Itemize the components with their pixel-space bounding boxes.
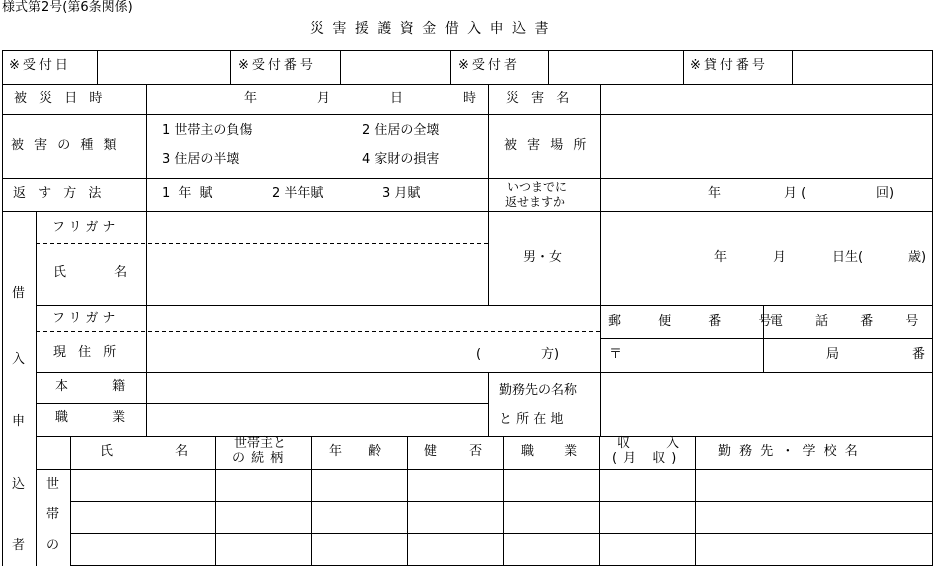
- address-furigana-field[interactable]: [147, 306, 600, 331]
- applicant-name-field[interactable]: [147, 244, 488, 305]
- damage-type-label: 被 害 の 種 類: [11, 138, 120, 153]
- household-row-2[interactable]: [71, 502, 932, 533]
- workplace-label-line2: と 所 在 地: [499, 412, 564, 427]
- postal-mark: 〒: [609, 347, 623, 362]
- household-side-char-2: 帯: [46, 507, 60, 522]
- disaster-hour-unit: 時: [463, 91, 477, 106]
- disaster-month-unit: 月: [317, 91, 331, 106]
- household-side-char-3: の: [46, 538, 60, 553]
- household-row-1[interactable]: [71, 470, 932, 501]
- receipt-number-field[interactable]: [341, 51, 450, 84]
- damage-place-label: 被 害 場 所: [504, 138, 590, 153]
- applicant-side-char-3: 申: [12, 414, 26, 429]
- damage-option-injury[interactable]: 1 世帯主の負傷: [162, 123, 253, 138]
- household-col-job: 職 業: [521, 444, 578, 459]
- postal-code-label: 郵 便 番 号: [608, 314, 772, 329]
- household-col-name: 氏 名: [100, 444, 189, 459]
- current-address-label: 現 住 所: [53, 345, 121, 360]
- damage-option-half-destruction[interactable]: 3 住居の半壊: [162, 152, 240, 167]
- occupation-label: 職 業: [55, 410, 126, 425]
- name-furigana-label: フリガナ: [52, 220, 120, 235]
- damage-place-field[interactable]: [601, 115, 932, 178]
- applicant-side-char-4: 込: [12, 477, 26, 492]
- repayment-until-month-unit: 月 (: [784, 186, 807, 201]
- receiver-field[interactable]: [549, 51, 683, 84]
- household-col-income-line1: 収 入: [617, 436, 680, 451]
- household-side-char-1: 世: [46, 477, 60, 492]
- form-title: 災 害 援 護 資 金 借 入 申 込 書: [310, 21, 551, 37]
- repayment-option-yearly[interactable]: 1 年 賦: [162, 186, 215, 201]
- receiver-label: ※受付者: [458, 58, 520, 73]
- household-col-age: 年 齢: [329, 444, 382, 459]
- applicant-side-char-2: 入: [12, 352, 26, 367]
- phone-exchange-unit: 局: [826, 347, 840, 362]
- disaster-name-field[interactable]: [601, 85, 932, 114]
- gender-select[interactable]: 男・女: [523, 250, 563, 265]
- household-row-3[interactable]: [71, 534, 932, 565]
- repayment-option-monthly[interactable]: 3 月賦: [382, 186, 421, 201]
- disaster-datetime-label: 被 災 日 時: [14, 91, 107, 106]
- domicile-field[interactable]: [147, 373, 488, 403]
- address-care-of-open: (: [476, 347, 482, 362]
- household-col-income-line2: (月 収): [612, 451, 683, 466]
- household-col-health: 健 否: [424, 444, 483, 459]
- phone-number-label: 電 話 番 号: [770, 314, 919, 329]
- phone-number-unit: 番: [912, 347, 926, 362]
- age-unit: 歳): [908, 250, 927, 265]
- domicile-label: 本 籍: [55, 379, 126, 394]
- household-col-school: 勤 務 先 ・ 学 校 名: [718, 444, 860, 459]
- receipt-date-label: ※受付日: [9, 58, 71, 73]
- birth-year-unit: 年: [714, 250, 728, 265]
- repayment-option-semiannual[interactable]: 2 半年賦: [272, 186, 324, 201]
- current-address-field[interactable]: [147, 332, 600, 372]
- receipt-date-field[interactable]: [98, 51, 230, 84]
- birth-day-unit: 日生(: [832, 250, 864, 265]
- form-number-label: 様式第2号(第6条関係): [2, 0, 133, 15]
- address-furigana-label: フリガナ: [52, 311, 120, 326]
- name-furigana-field[interactable]: [147, 212, 488, 243]
- repayment-until-line2: 返せますか: [505, 195, 566, 209]
- loan-number-label: ※貸付番号: [690, 58, 768, 73]
- workplace-label-line1: 勤務先の名称: [499, 383, 578, 398]
- applicant-side-char-1: 借: [12, 286, 26, 301]
- repayment-method-label: 返 す 方 法: [13, 186, 106, 201]
- postal-code-field[interactable]: [625, 339, 763, 372]
- damage-option-total-destruction[interactable]: 2 住居の全壊: [362, 123, 440, 138]
- disaster-year-unit: 年: [244, 91, 258, 106]
- disaster-name-label: 災 害 名: [506, 91, 574, 106]
- workplace-field[interactable]: [601, 373, 932, 436]
- repayment-until-year-unit: 年: [708, 186, 722, 201]
- repayment-times-unit: 回): [876, 186, 895, 201]
- disaster-day-unit: 日: [390, 91, 404, 106]
- applicant-name-label: 氏 名: [53, 265, 128, 280]
- loan-number-field[interactable]: [793, 51, 932, 84]
- household-col-relation-line1: 世帯主と: [234, 436, 287, 451]
- receipt-number-label: ※受付番号: [238, 58, 316, 73]
- occupation-field[interactable]: [147, 404, 488, 436]
- damage-option-household-goods[interactable]: 4 家財の損害: [362, 152, 440, 167]
- address-care-of-close: 方): [541, 347, 560, 362]
- repayment-until-line1: いつまでに: [507, 180, 568, 194]
- household-col-relation-line2: の 続 柄: [232, 451, 285, 466]
- birth-month-unit: 月: [773, 250, 787, 265]
- applicant-side-char-5: 者: [12, 538, 26, 553]
